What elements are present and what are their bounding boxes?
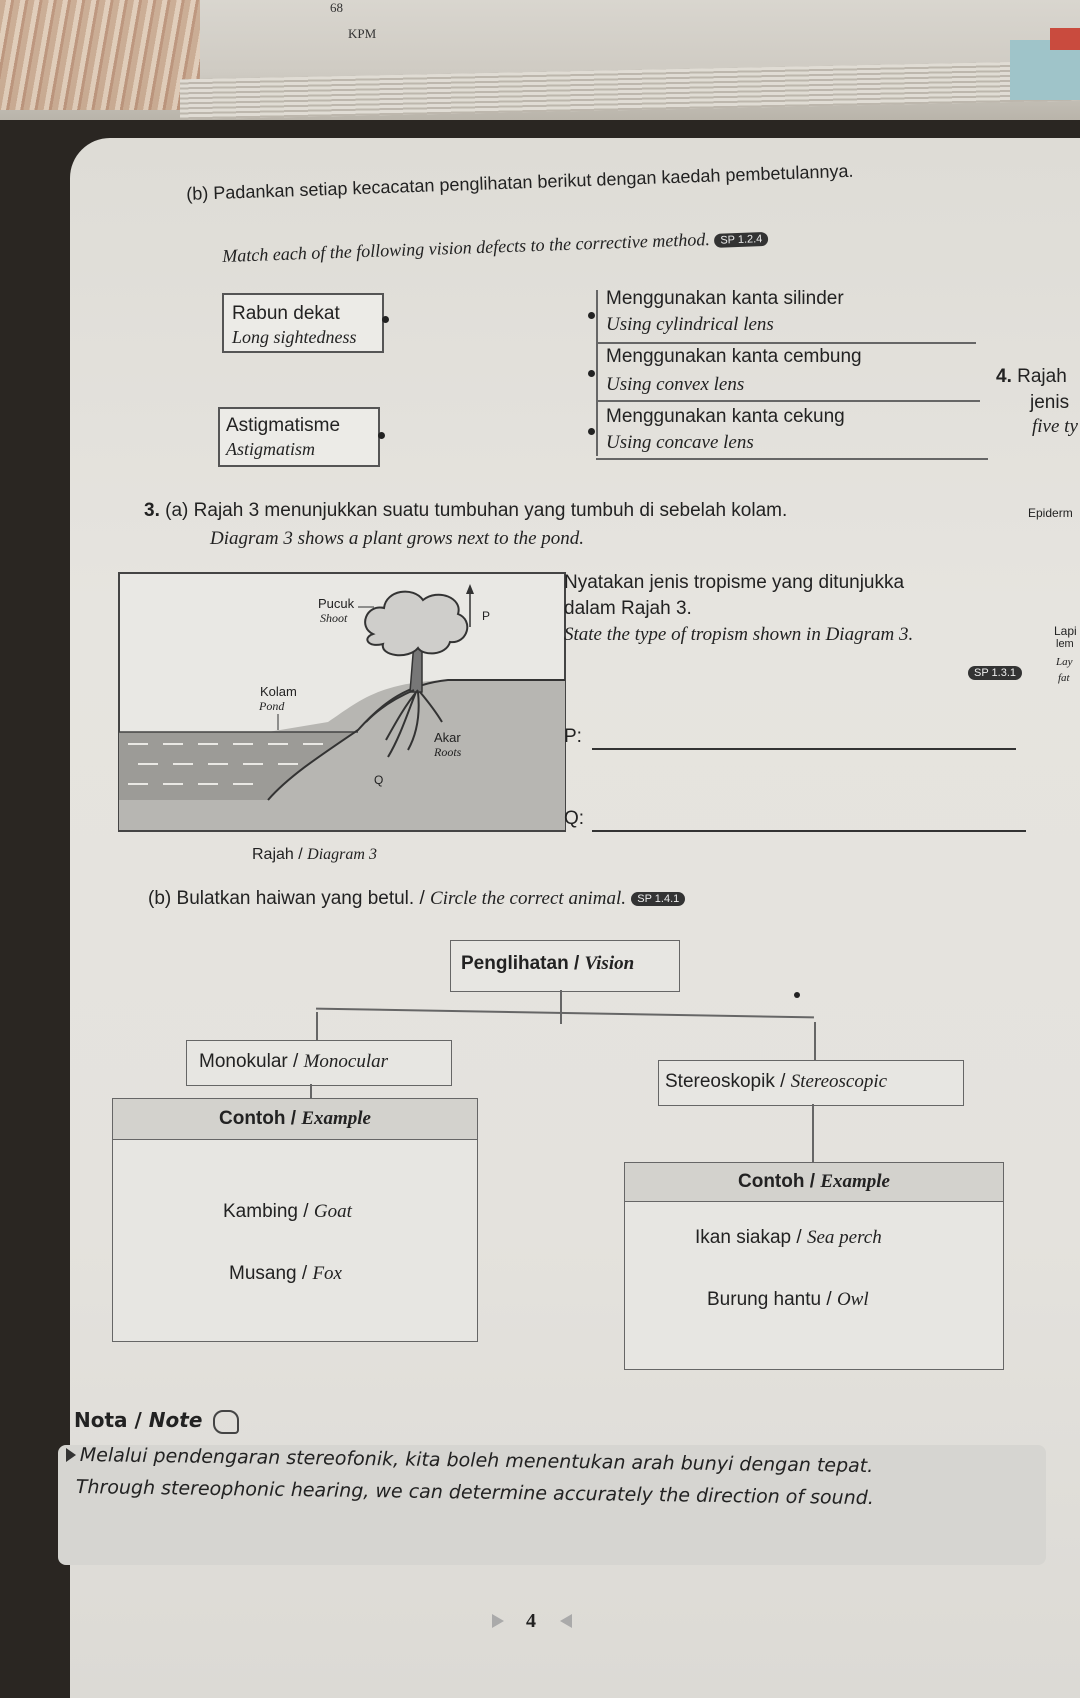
top-page-number: 68: [330, 0, 343, 15]
note-text-en: Through stereophonic hearing, we can determine accurately the direction of sound.: [75, 1476, 874, 1510]
method-label-ms: Menggunakan kanta silinder: [606, 288, 844, 309]
answer-q-label: Q:: [564, 808, 585, 829]
note-title: Nota / Note: [74, 1408, 239, 1434]
caption-ms: Rajah: [252, 846, 294, 863]
book-spine-pages: [0, 0, 200, 110]
q3-intro-ms-text: Rajah 3 menunjukkan suatu tumbuhan yang tumbuh di sebelah kolam.: [193, 500, 788, 521]
match-dot[interactable]: [588, 370, 595, 377]
note-title-ms: Nota: [74, 1408, 128, 1432]
monocular-label: Monokular / Monocular: [199, 1051, 388, 1072]
monocular-ms: Monokular: [199, 1051, 288, 1072]
q3a-intro-ms: [144, 500, 787, 522]
animal-en: Goat: [313, 1201, 352, 1222]
animal-en: Fox: [312, 1263, 342, 1284]
stray-dot: [794, 992, 800, 998]
diagram-label-shoot-ms: Pucuk: [318, 596, 355, 611]
tree-node-stereoscopic[interactable]: [658, 1060, 964, 1106]
tree-root-en: Vision: [584, 953, 635, 974]
method-label-en: Using concave lens: [606, 432, 754, 453]
animal-fox[interactable]: Musang / Fox: [229, 1263, 342, 1284]
q3a-question-en: State the type of tropism shown in Diagram 3.: [564, 624, 914, 645]
diagram-3-plant-pond: [118, 572, 566, 832]
method-label-ms: Menggunakan kanta cembung: [606, 346, 862, 367]
publisher-mark: KPM: [348, 26, 377, 41]
page-arrow-left-icon: [492, 1614, 504, 1628]
sp-badge: SP 1.2.4: [714, 232, 768, 248]
sp-badge: SP 1.3.1: [968, 666, 1022, 680]
diagram-label-pond-en: Pond: [259, 699, 285, 713]
answer-p-line[interactable]: [592, 748, 1016, 750]
q4-number: 4.: [996, 366, 1012, 387]
sp-badge: SP 1.4.1: [631, 892, 685, 906]
q2b-instruction-ms-text: Padankan setiap kecacatan penglihatan berikut dengan kaedah pembetulannya.: [212, 160, 854, 204]
note-text-ms: Melalui pendengaran stereofonik, kita boleh menentukan arah bunyi dengan tepat.: [79, 1444, 874, 1478]
tree-node-monocular[interactable]: [186, 1040, 452, 1086]
tree-root-ms: Penglihatan: [461, 953, 569, 974]
animal-owl[interactable]: Burung hantu / Owl: [707, 1289, 869, 1310]
tree-root-label: Penglihatan / Vision: [461, 953, 635, 974]
caption-en: Diagram 3: [307, 846, 377, 863]
side-lay: Lay: [1056, 656, 1073, 668]
animal-en: Sea perch: [806, 1227, 882, 1248]
side-lem: lem: [1056, 638, 1074, 650]
method-divider: [596, 458, 988, 460]
q2b-label: (b): [186, 183, 209, 204]
animal-goat[interactable]: Kambing / Goat: [223, 1201, 352, 1222]
animal-ms: Musang: [229, 1263, 297, 1284]
example-ms: Contoh: [219, 1108, 286, 1129]
q4-word: Rajah: [1017, 366, 1067, 387]
animal-sea-perch[interactable]: Ikan siakap / Sea perch: [695, 1227, 882, 1248]
defect-label-ms: Astigmatisme: [226, 415, 341, 436]
monocular-en: Monocular: [303, 1051, 388, 1072]
method-label-ms: Menggunakan kanta cekung: [606, 406, 845, 427]
q3a-badge: [968, 664, 1022, 682]
diagram-label-roots-ms: Akar: [434, 730, 461, 745]
match-dot[interactable]: [382, 316, 389, 323]
q3b-instruction: (b) Bulatkan haiwan yang betul. / Circle the correct animal. SP 1.4.1: [148, 888, 685, 910]
match-dot[interactable]: [588, 312, 595, 319]
ear-icon: [213, 1410, 239, 1434]
q3-number: 3.: [144, 500, 160, 521]
note-title-en: Note: [148, 1408, 203, 1432]
tree-connector: [560, 990, 562, 1024]
q3b-instruction-ms: Bulatkan haiwan yang betul.: [176, 888, 415, 909]
diagram-label-roots-en: Roots: [434, 745, 462, 759]
defect-label-en: Astigmatism: [226, 439, 316, 459]
defect-box-astigmatism[interactable]: [218, 407, 380, 467]
tree-connector: [812, 1104, 814, 1162]
example-box-monocular: [112, 1098, 478, 1342]
diagram-caption: Rajah / Diagram 3: [252, 846, 377, 863]
side-lap: Lapi: [1054, 624, 1077, 638]
answer-q-line[interactable]: [592, 830, 1026, 832]
example-header: Contoh / Example: [113, 1099, 477, 1140]
animal-ms: Kambing: [223, 1201, 298, 1222]
tree-root-vision: [450, 940, 680, 992]
stereoscopic-ms: Stereoskopik: [665, 1071, 775, 1092]
q3b-instruction-en: Circle the correct animal.: [430, 888, 626, 909]
diagram-label-q: Q: [374, 773, 384, 787]
match-dot[interactable]: [588, 428, 595, 435]
example-ms: Contoh: [738, 1171, 805, 1192]
q3b-label: (b): [148, 888, 172, 909]
q3a-intro-en: Diagram 3 shows a plant grows next to the pond.: [210, 528, 585, 549]
match-dot[interactable]: [378, 432, 385, 439]
q4-label: [996, 366, 1067, 388]
animal-en: Owl: [836, 1289, 869, 1310]
defect-label-ms: Rabun dekat: [232, 303, 340, 324]
q2b-instruction-en-text: Match each of the following vision defects to the corrective method.: [222, 228, 711, 266]
q4-line3: five ty: [1032, 416, 1078, 437]
animal-ms: Burung hantu: [707, 1289, 822, 1310]
diagram-label-shoot-en: Shoot: [320, 611, 348, 625]
bullet-arrow-icon: [66, 1448, 76, 1462]
side-epiderm: Epiderm: [1028, 506, 1073, 520]
example-en: Example: [820, 1171, 890, 1192]
method-divider: [596, 400, 980, 402]
defect-label-en: Long sightedness: [232, 327, 357, 347]
defect-box-long-sightedness[interactable]: [222, 293, 384, 353]
q3a-question-ms-line1: Nyatakan jenis tropisme yang ditunjukka: [564, 572, 905, 593]
page-number: 4: [526, 1610, 536, 1632]
q3a-question-ms-line2: dalam Rajah 3.: [564, 598, 692, 619]
example-header: Contoh / Example: [625, 1163, 1003, 1202]
diagram-label-pond-ms: Kolam: [260, 684, 297, 699]
stereoscopic-label: Stereoskopik / Stereoscopic: [665, 1071, 888, 1092]
method-label-en: Using cylindrical lens: [606, 314, 774, 335]
answer-p-label: P:: [564, 726, 582, 747]
book-tab-red: [1050, 28, 1080, 50]
q3-part-a: (a): [165, 500, 189, 521]
method-list-border: [596, 290, 598, 456]
example-box-stereoscopic: [624, 1162, 1004, 1370]
method-divider: [596, 342, 976, 344]
diagram-label-p: P: [482, 609, 491, 623]
side-fat: fat: [1058, 672, 1070, 684]
method-label-en: Using convex lens: [606, 374, 745, 395]
example-en: Example: [301, 1108, 371, 1129]
q4-line2: jenis: [1030, 392, 1070, 413]
tree-connector: [814, 1022, 816, 1064]
tree-connector: [316, 1012, 318, 1042]
page-arrow-right-icon: [560, 1614, 572, 1628]
animal-ms: Ikan siakap: [695, 1227, 792, 1248]
stereoscopic-en: Stereoscopic: [790, 1071, 888, 1092]
